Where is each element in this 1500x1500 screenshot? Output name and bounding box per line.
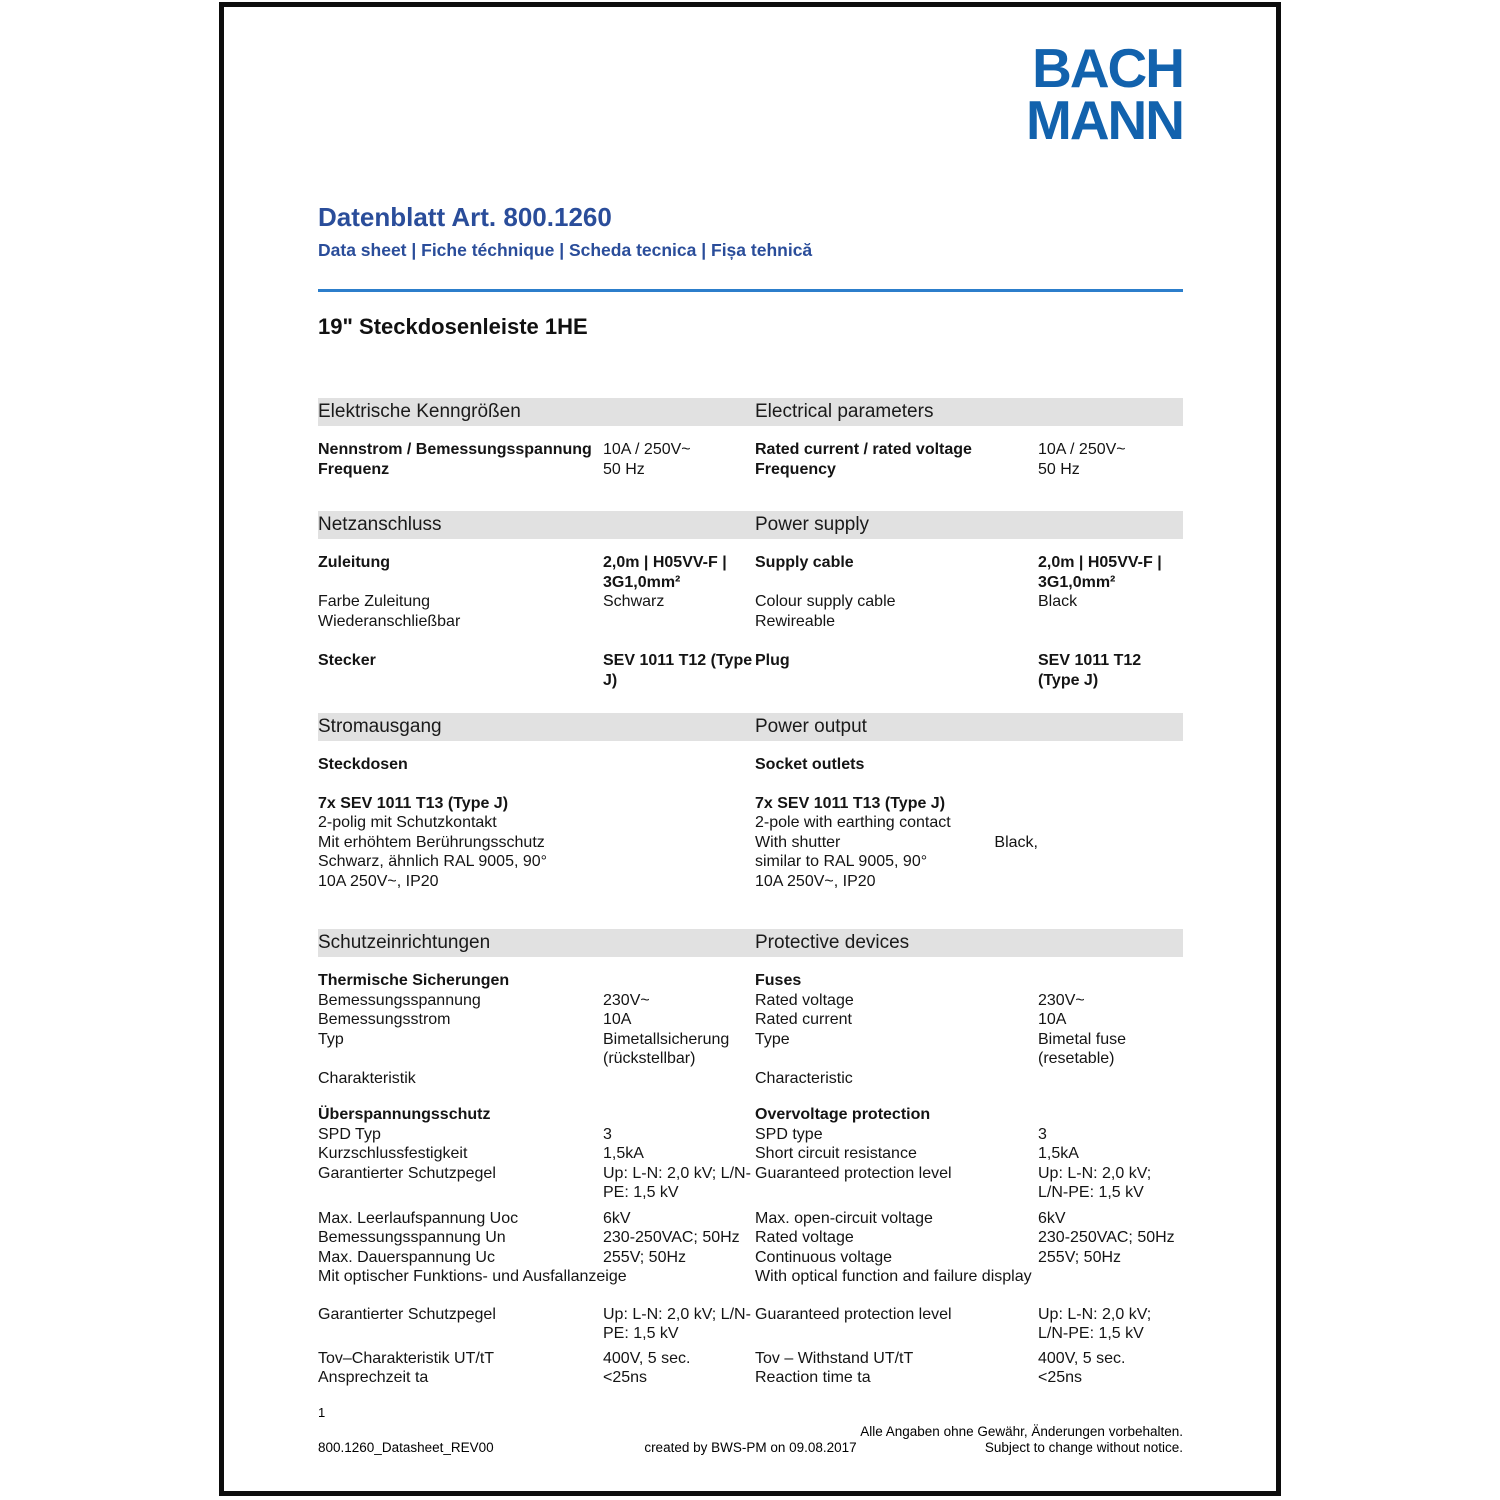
en-value: 230V~ xyxy=(1038,991,1085,1009)
de-value xyxy=(603,1105,755,1125)
en-value xyxy=(1038,852,1183,872)
document-title: Datenblatt Art. 800.1260 xyxy=(318,202,612,232)
en-label: Fuses xyxy=(755,972,802,989)
en-value: Black xyxy=(1038,593,1078,610)
de-label: Frequenz xyxy=(318,460,390,478)
spec-row xyxy=(318,460,1183,480)
page-footer xyxy=(318,1424,1183,1456)
en-label: With optical function and failure display xyxy=(755,1268,1032,1285)
en-value: 6kV xyxy=(1038,1209,1066,1227)
spec-row xyxy=(318,1125,1183,1145)
en-value xyxy=(1038,755,1183,775)
footer-doc-ref: 800.1260_Datasheet_REV00 xyxy=(318,1439,494,1455)
en-label-group xyxy=(755,833,1038,853)
en-label: With shutter xyxy=(755,833,841,851)
de-value xyxy=(603,813,755,833)
logo-line-1: BACH xyxy=(1032,37,1183,99)
section-protective-devices xyxy=(318,971,1183,1388)
en-label: Socket outlets xyxy=(755,756,865,773)
en-value: SEV 1011 T12 (Type J) xyxy=(1038,652,1142,689)
en-value xyxy=(1038,1069,1183,1089)
en-label: Continuous voltage xyxy=(755,1248,892,1266)
de-value: Bimetallsicherung (rückstellbar) xyxy=(603,1030,730,1067)
de-value: Up: L-N: 2,0 kV; L/N-PE: 1,5 kV xyxy=(603,1305,751,1342)
de-value xyxy=(603,872,755,892)
spec-row xyxy=(318,991,1183,1011)
en-value xyxy=(1038,1105,1183,1125)
footer-created-by: created by BWS-PM on 09.08.2017 xyxy=(644,1439,857,1455)
de-value: 400V, 5 sec. xyxy=(603,1349,691,1367)
en-label: SPD type xyxy=(755,1125,823,1143)
en-label: Type xyxy=(755,1030,790,1048)
de-label: 2-polig mit Schutzkontakt xyxy=(318,814,497,831)
section-header-power-supply xyxy=(318,511,1183,539)
section-title-de: Schutzeinrichtungen xyxy=(318,932,491,953)
spec-row xyxy=(318,852,1183,872)
spec-row xyxy=(318,971,1183,991)
section-title-de: Elektrische Kenngrößen xyxy=(318,401,521,422)
de-label: Tov–Charakteristik UT/tT xyxy=(318,1349,495,1367)
en-label: 2-pole with earthing contact xyxy=(755,814,951,831)
en-label: Plug xyxy=(755,652,790,669)
en-label: Frequency xyxy=(755,460,836,478)
de-label: SPD Typ xyxy=(318,1125,381,1143)
en-label: Rated current / rated voltage xyxy=(755,441,972,458)
en-label: Short circuit resistance xyxy=(755,1145,917,1162)
section-header-protective-devices xyxy=(318,929,1183,957)
de-label: Kurzschlussfestigkeit xyxy=(318,1145,468,1162)
en-label: Characteristic xyxy=(755,1069,853,1087)
section-title-en: Protective devices xyxy=(755,932,910,953)
de-label: Zuleitung xyxy=(318,554,390,571)
section-title-en: Power output xyxy=(755,716,867,737)
en-label: similar to RAL 9005, 90° xyxy=(755,853,928,870)
de-value xyxy=(603,971,755,991)
en-value xyxy=(1038,813,1183,833)
en-note: Black, xyxy=(994,833,1038,851)
en-label: Guaranteed protection level xyxy=(755,1305,952,1323)
spec-row xyxy=(318,1010,1183,1030)
de-value xyxy=(603,1267,755,1287)
en-label: 7x SEV 1011 T13 (Type J) xyxy=(755,794,946,812)
en-label: Colour supply cable xyxy=(755,593,896,610)
spec-row xyxy=(318,1069,1183,1089)
spec-row xyxy=(318,1368,1183,1388)
de-label: Mit optischer Funktions- und Ausfallanzeige xyxy=(318,1268,627,1285)
de-label: Max. Leerlaufspannung Uoc xyxy=(318,1209,519,1227)
en-value xyxy=(1038,833,1183,853)
datasheet-page xyxy=(219,2,1281,1496)
en-label: Rated voltage xyxy=(755,1229,854,1246)
de-value: 230V~ xyxy=(603,991,650,1009)
de-label: Farbe Zuleitung xyxy=(318,593,431,610)
en-label: Max. open-circuit voltage xyxy=(755,1209,933,1227)
de-value: Schwarz xyxy=(603,593,665,610)
de-value: 2,0m | H05VV-F | 3G1,0mm² xyxy=(603,554,727,591)
de-label: Mit erhöhtem Berührungsschutz xyxy=(318,833,545,851)
de-label: Charakteristik xyxy=(318,1069,416,1087)
de-value xyxy=(603,833,755,853)
spec-row xyxy=(318,1164,1183,1203)
en-label: 10A 250V~, IP20 xyxy=(755,872,876,890)
spec-row xyxy=(318,1228,1183,1248)
de-label: Garantierter Schutzpegel xyxy=(318,1164,496,1182)
de-value xyxy=(603,852,755,872)
spec-row xyxy=(318,1349,1183,1369)
section-electrical-parameters xyxy=(318,440,1183,479)
section-title-de: Netzanschluss xyxy=(318,514,442,535)
de-label: Nennstrom / Bemessungsspannung xyxy=(318,441,592,458)
en-label: Rewireable xyxy=(755,612,836,630)
spec-row xyxy=(318,1030,1183,1069)
spec-row xyxy=(318,1267,1183,1287)
en-value xyxy=(1038,1267,1183,1287)
section-header-electrical-parameters xyxy=(318,398,1183,426)
page-number: 1 xyxy=(318,1404,326,1420)
en-label: Overvoltage protection xyxy=(755,1106,931,1123)
section-header-power-output xyxy=(318,713,1183,741)
bachmann-logo xyxy=(318,37,1183,151)
en-value: 255V; 50Hz xyxy=(1038,1248,1122,1266)
de-label: Wiederanschließbar xyxy=(318,612,461,630)
en-value: 3 xyxy=(1038,1125,1047,1143)
en-value: 50 Hz xyxy=(1038,460,1080,478)
en-value: Up: L-N: 2,0 kV; L/N-PE: 1,5 kV xyxy=(1038,1305,1152,1342)
logo-line-2: MANN xyxy=(1026,89,1183,151)
de-label: Bemessungsspannung Un xyxy=(318,1229,506,1246)
de-label: Ansprechzeit ta xyxy=(318,1369,429,1386)
en-value: 1,5kA xyxy=(1038,1145,1079,1162)
spec-row xyxy=(318,1209,1183,1229)
de-label: Garantierter Schutzpegel xyxy=(318,1305,496,1323)
de-value: 255V; 50Hz xyxy=(603,1248,687,1266)
spec-row xyxy=(318,651,1183,690)
document-subtitle: Data sheet | Fiche téchnique | Scheda tecnica | Fișa tehnică xyxy=(318,240,813,260)
section-title-en: Electrical parameters xyxy=(755,401,934,422)
en-value: <25ns xyxy=(1038,1369,1083,1386)
spec-row xyxy=(318,833,1183,853)
spec-row xyxy=(318,440,1183,460)
de-value: 6kV xyxy=(603,1209,631,1227)
spec-row xyxy=(318,592,1183,612)
product-title: 19" Steckdosenleiste 1HE xyxy=(318,314,588,339)
section-power-output xyxy=(318,755,1183,891)
header-divider xyxy=(318,289,1183,292)
de-label: Überspannungsschutz xyxy=(318,1106,491,1123)
en-label: Tov – Withstand UT/tT xyxy=(755,1349,914,1367)
de-label: 10A 250V~, IP20 xyxy=(318,872,439,890)
en-value xyxy=(1038,872,1183,892)
de-label: Max. Dauerspannung Uc xyxy=(318,1248,495,1266)
de-label: 7x SEV 1011 T13 (Type J) xyxy=(318,794,509,812)
en-value xyxy=(1038,794,1183,814)
en-value xyxy=(1038,612,1183,632)
en-value: Bimetal fuse (resetable) xyxy=(1038,1030,1127,1067)
en-value: 2,0m | H05VV-F | 3G1,0mm² xyxy=(1038,554,1162,591)
en-label: Guaranteed protection level xyxy=(755,1164,952,1182)
de-value: <25ns xyxy=(603,1369,648,1386)
en-value xyxy=(1038,971,1183,991)
en-label: Rated voltage xyxy=(755,991,854,1009)
section-title-en: Power supply xyxy=(755,514,870,535)
spec-row xyxy=(318,1105,1183,1125)
de-label: Bemessungsspannung xyxy=(318,991,481,1009)
en-value: 400V, 5 sec. xyxy=(1038,1349,1126,1367)
de-value: SEV 1011 T12 (Type J) xyxy=(603,652,753,689)
spec-row xyxy=(318,813,1183,833)
spec-row xyxy=(318,612,1183,632)
de-value xyxy=(603,794,755,814)
de-value xyxy=(603,612,755,632)
spec-row xyxy=(318,755,1183,775)
en-label: Supply cable xyxy=(755,554,854,571)
en-value: Up: L-N: 2,0 kV; L/N-PE: 1,5 kV xyxy=(1038,1164,1152,1201)
en-value: 10A xyxy=(1038,1011,1067,1028)
de-value xyxy=(603,1069,755,1089)
spec-row xyxy=(318,1305,1183,1344)
de-value: 50 Hz xyxy=(603,460,645,478)
en-label: Rated current xyxy=(755,1011,852,1028)
footer-notice-en: Subject to change without notice. xyxy=(984,1439,1183,1455)
de-value: 10A / 250V~ xyxy=(603,441,691,458)
spec-row xyxy=(318,553,1183,592)
section-title-de: Stromausgang xyxy=(318,716,442,737)
en-label: Reaction time ta xyxy=(755,1369,871,1386)
de-value: 1,5kA xyxy=(603,1145,644,1162)
de-value: 230-250VAC; 50Hz xyxy=(603,1229,740,1246)
de-value xyxy=(603,755,755,775)
de-value: Up: L-N: 2,0 kV; L/N-PE: 1,5 kV xyxy=(603,1164,751,1201)
de-label: Steckdosen xyxy=(318,756,408,773)
spec-row xyxy=(318,1248,1183,1268)
spec-row xyxy=(318,794,1183,814)
de-label: Typ xyxy=(318,1030,344,1048)
spec-row xyxy=(318,872,1183,892)
de-label: Schwarz, ähnlich RAL 9005, 90° xyxy=(318,853,548,870)
de-value: 3 xyxy=(603,1125,612,1143)
de-label: Stecker xyxy=(318,652,376,669)
de-label: Bemessungsstrom xyxy=(318,1011,451,1028)
de-value: 10A xyxy=(603,1011,632,1028)
en-value: 230-250VAC; 50Hz xyxy=(1038,1229,1175,1246)
spec-row xyxy=(318,1144,1183,1164)
section-power-supply xyxy=(318,553,1183,690)
footer-notice-de: Alle Angaben ohne Gewähr, Änderungen vorbehalten. xyxy=(860,1423,1183,1439)
de-label: Thermische Sicherungen xyxy=(318,972,510,989)
en-value: 10A / 250V~ xyxy=(1038,441,1126,458)
